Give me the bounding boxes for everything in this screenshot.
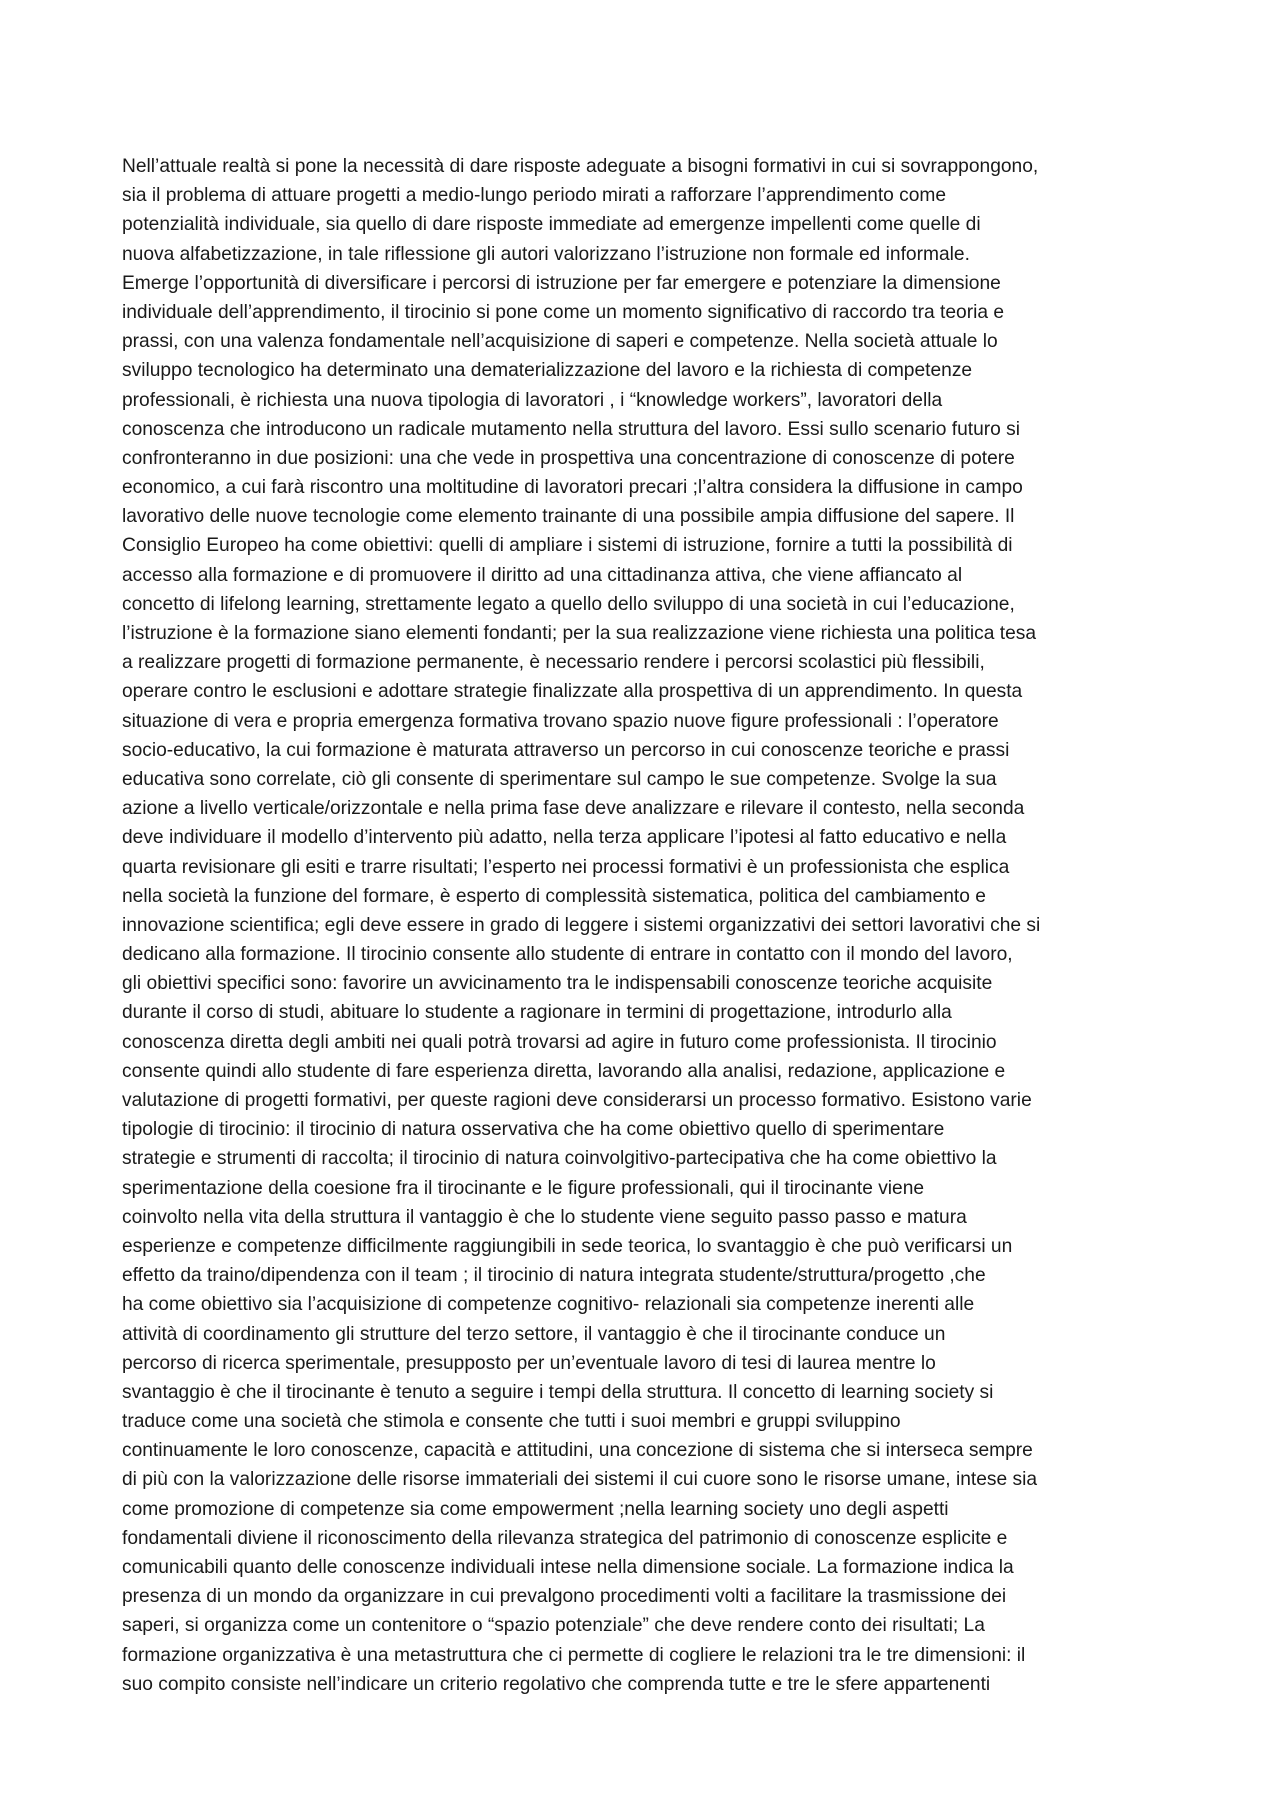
text-line: accesso alla formazione e di promuovere il diritto ad una cittadinanza attiva, che viene affiancato al <box>122 564 963 586</box>
text-line: comunicabili quanto delle conoscenze individuali intese nella dimensione sociale. La formazione indica la <box>122 1557 1014 1578</box>
text-line: innovazione scientifica; egli deve essere in grado di leggere i sistemi organizzativi dei settori lavorativi che si <box>122 914 1041 936</box>
text-line: valutazione di progetti formativi, per queste ragioni deve considerarsi un processo formativo. Esistono varie <box>122 1090 1032 1111</box>
text-line: Consiglio Europeo ha come obiettivi: quelli di ampliare i sistemi di istruzione, fornire a tutti la possibilità di <box>122 535 1013 557</box>
text-line: come promozione di competenze sia come empowerment ;nella learning society uno degli aspetti <box>122 1498 949 1520</box>
text-line: nella società la funzione del formare, è esperto di complessità sistematica, politica del cambiamento e <box>122 885 986 907</box>
text-line: Nell’attuale realtà si pone la necessità di dare risposte adeguate a bisogni formativi in cui si sovrappongono, <box>122 156 1039 177</box>
text-line: prassi, con una valenza fondamentale nell’acquisizione di saperi e competenze. Nella società attuale lo <box>122 331 998 353</box>
text-line: conoscenza che introducono un radicale mutamento nella struttura del lavoro. Essi sullo scenario futuro si <box>122 418 1021 440</box>
text-line: individuale dell’apprendimento, il tirocinio si pone come un momento significativo di raccordo tra teoria e <box>122 301 1005 323</box>
text-line: consente quindi allo studente di fare esperienza diretta, lavorando alla analisi, redazione, applicazione e <box>122 1060 1006 1082</box>
text-line: economico, a cui farà riscontro una moltitudine di lavoratori precari ;l’altra considera la diffusione in campo <box>122 477 1023 499</box>
text-line: educativa sono correlate, ciò gli consente di sperimentare sul campo le sue competenze. Svolge la sua <box>122 768 997 790</box>
text-line: attività di coordinamento gli strutture del terzo settore, il vantaggio è che il tirocinante conduce un <box>122 1323 946 1345</box>
text-line: suo compito consiste nell’indicare un criterio regolativo che comprenda tutte e tre le sfere appartenenti <box>122 1673 991 1695</box>
text-line: conoscenza diretta degli ambiti nei quali potrà trovarsi ad agire in futuro come professionista. Il tirocinio <box>122 1031 997 1053</box>
text-line: confronteranno in due posizioni: una che vede in prospettiva una concentrazione di conoscenze di potere <box>122 447 1015 469</box>
text-line: di più con la valorizzazione delle risorse immateriali dei sistemi il cui cuore sono le risorse umane, intese sia <box>122 1469 1038 1491</box>
text-line: traduce come una società che stimola e consente che tutti i suoi membri e gruppi sviluppino <box>122 1411 901 1433</box>
text-line: svantaggio è che il tirocinante è tenuto a seguire i tempi della struttura. Il concetto di learning society si <box>122 1381 994 1403</box>
text-line: durante il corso di studi, abituare lo studente a ragionare in termini di progettazione, introdurlo alla <box>122 1002 952 1024</box>
text-line: tipologie di tirocinio: il tirocinio di natura osservativa che ha come obiettivo quello di sperimentare <box>122 1119 945 1141</box>
text-line: formazione organizzativa è una metastruttura che ci permette di cogliere le relazioni tra le tre dimensioni: il <box>122 1644 1026 1666</box>
text-line: percorso di ricerca sperimentale, presupposto per un’eventuale lavoro di tesi di laurea mentre lo <box>122 1352 936 1374</box>
text-line: concetto di lifelong learning, strettamente legato a quello dello sviluppo di una società in cui l’educazione, <box>122 593 1015 615</box>
text-line: coinvolto nella vita della struttura il vantaggio è che lo studente viene seguito passo passo e matura <box>122 1206 967 1228</box>
text-line: ha come obiettivo sia l’acquisizione di competenze cognitivo- relazionali sia competenze inerenti alle <box>122 1294 975 1316</box>
text-line: azione a livello verticale/orizzontale e nella prima fase deve analizzare e rilevare il contesto, nella seconda <box>122 798 1025 820</box>
text-line: Emerge l’opportunità di diversificare i percorsi di istruzione per far emergere e potenziare la dimensione <box>122 272 1001 294</box>
text-line: professionali, è richiesta una nuova tipologia di lavoratori , i “knowledge workers”, lavoratori della <box>122 389 943 411</box>
text-line: continuamente le loro conoscenze, capacità e attitudini, una concezione di sistema che si interseca sempre <box>122 1440 1033 1462</box>
text-line: effetto da traino/dipendenza con il team ; il tirocinio di natura integrata studente/struttura/progetto ,che <box>122 1265 986 1287</box>
body-text <box>122 152 1182 1699</box>
text-line: socio-educativo, la cui formazione è maturata attraverso un percorso in cui conoscenze teoriche e prassi <box>122 739 1010 761</box>
text-line: fondamentali diviene il riconoscimento della rilevanza strategica del patrimonio di conoscenze esplicite e <box>122 1527 1008 1549</box>
text-line: sia il problema di attuare progetti a medio-lungo periodo mirati a rafforzare l’apprendimento come <box>122 185 947 207</box>
text-line: saperi, si organizza come un contenitore o “spazio potenziale” che deve rendere conto dei risultati; La <box>122 1615 985 1637</box>
text-line: operare contro le esclusioni e adottare strategie finalizzate alla prospettiva di un apprendimento. In questa <box>122 681 1023 703</box>
text-line: nuova alfabetizzazione, in tale riflessione gli autori valorizzano l’istruzione non formale ed informale. <box>122 243 970 265</box>
text-line: situazione di vera e propria emergenza formativa trovano spazio nuove figure professionali : l’operatore <box>122 710 999 732</box>
text-line: deve individuare il modello d’intervento più adatto, nella terza applicare l’ipotesi al fatto educativo e nella <box>122 827 1007 849</box>
text-line: strategie e strumenti di raccolta; il tirocinio di natura coinvolgitivo-partecipativa che ha come obiettivo la <box>122 1148 997 1170</box>
text-line: l’istruzione è la formazione siano elementi fondanti; per la sua realizzazione viene richiesta una politica tesa <box>122 623 1037 644</box>
text-line: esperienze e competenze difficilmente raggiungibili in sede teorica, lo svantaggio è che può verificarsi un <box>122 1235 1013 1257</box>
text-line: presenza di un mondo da organizzare in cui prevalgono procedimenti volti a facilitare la trasmissione dei <box>122 1586 1007 1608</box>
text-line: potenzialità individuale, sia quello di dare risposte immediate ad emergenze impellenti come quelle di <box>122 214 981 236</box>
text-line: lavorativo delle nuove tecnologie come elemento trainante di una possibile ampia diffusione del sapere. Il <box>122 506 1015 528</box>
text-line: dedicano alla formazione. Il tirocinio consente allo studente di entrare in contatto con il mondo del lavoro, <box>122 944 1013 966</box>
text-line: sviluppo tecnologico ha determinato una dematerializzazione del lavoro e la richiesta di competenze <box>122 360 973 382</box>
text-line: quarta revisionare gli esiti e trarre risultati; l’esperto nei processi formativi è un professionista che esplica <box>122 856 1010 878</box>
text-line: sperimentazione della coesione fra il tirocinante e le figure professionali, qui il tirocinante viene <box>122 1177 925 1199</box>
text-line: gli obiettivi specifici sono: favorire un avvicinamento tra le indispensabili conoscenze teoriche acquisite <box>122 973 993 995</box>
text-line: a realizzare progetti di formazione permanente, è necessario rendere i percorsi scolastici più flessibili, <box>122 652 985 674</box>
